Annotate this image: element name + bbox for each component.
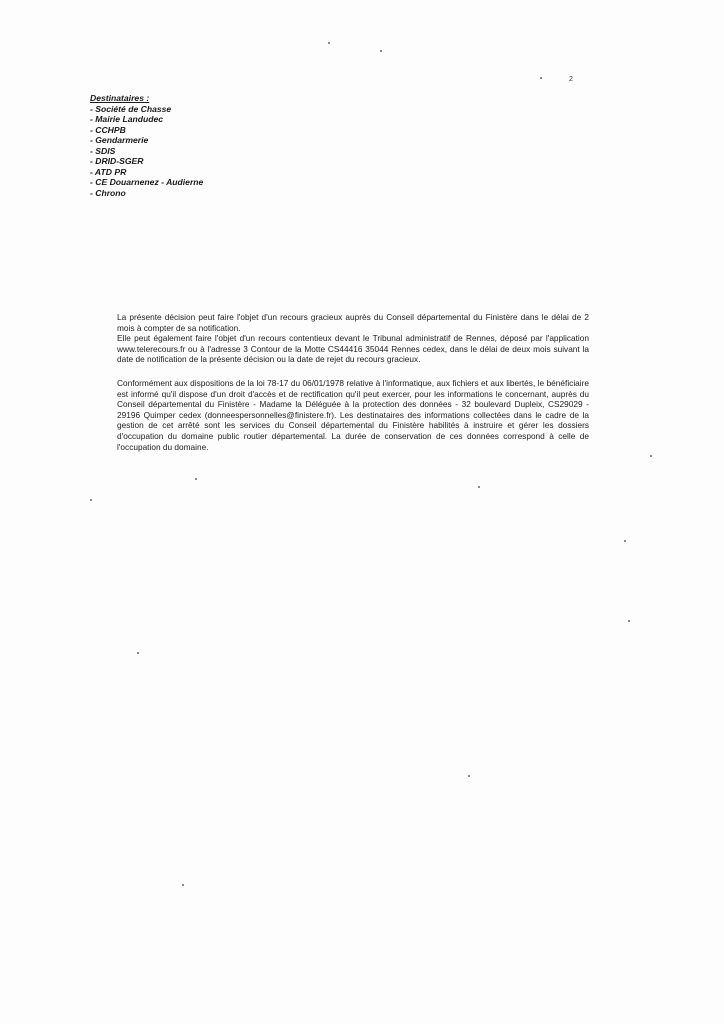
scan-speck	[478, 486, 480, 488]
appeal-paragraph	[117, 312, 589, 365]
scan-speck	[182, 884, 184, 886]
scan-speck	[540, 77, 542, 79]
scan-speck	[628, 620, 630, 622]
scan-speck	[468, 775, 470, 777]
recipients-heading: Destinataires :	[90, 93, 150, 103]
recipient-item: - DRID-SGER	[90, 156, 144, 166]
recipient-item: - Gendarmerie	[90, 135, 149, 145]
recipient-item: - ATD PR	[90, 166, 127, 177]
recipient-item: - Chrono	[90, 187, 126, 198]
recipient-item: - CE Douarnenez - Audierne	[90, 177, 204, 187]
scan-speck	[328, 42, 330, 44]
scan-speck	[195, 478, 197, 480]
scan-speck	[624, 540, 626, 542]
data-protection-paragraph	[117, 378, 589, 452]
data-protection-text: Conformément aux dispositions de la loi 78-17 du 06/01/1978 relative à l'informatique, aux fichiers et aux libertés, le bénéficiaire est informé qu'il dispose d'un droit d'accès et de rectification qu'il peut exercer, pour les informations le concernant, auprès du Conseil départemental du Finistère - Madame la Déléguée à la protection des données - 32 boulevard Dupleix, CS29029 - 29196 Quimper cedex (donneespersonnelles@finistere.fr). Les destinataires des informations collectées dans le cadre de la gestion de cet arrêté sont les services du Conseil départemental du Finistère habilités à instruire et gérer les dossiers d'occupation du domaine public routier départemental. La durée de conservation de ces données correspond à celle de l'occupation du domaine.	[117, 378, 589, 452]
appeal-gracious-text: La présente décision peut faire l'objet d'un recours gracieux auprès du Conseil départemental du Finistère dans le délai de 2 mois à compter de sa notification.	[117, 312, 589, 333]
scan-speck	[137, 652, 139, 654]
page-number: 2	[569, 76, 573, 83]
recipient-item: - Société de Chasse	[90, 103, 172, 114]
recipients-list	[90, 104, 203, 199]
recipient-item: - SDIS	[90, 145, 116, 156]
scan-speck	[650, 455, 652, 457]
recipient-item: - CCHPB	[90, 124, 126, 135]
recipient-item: - Mairie Landudec	[90, 114, 164, 124]
appeal-contentious-text: Elle peut également faire l'objet d'un recours contentieux devant le Tribunal administratif de Rennes, déposé par l'application www.telerecours.fr ou à l'adresse 3 Contour de la Motte CS44416 35044 Rennes cedex, dans le délai de deux mois suivant la date de notification de la présente décision ou la date de rejet du recours gracieux.	[117, 333, 589, 365]
recipients-block	[90, 93, 203, 198]
scan-speck	[90, 499, 92, 501]
scan-speck	[380, 50, 382, 52]
